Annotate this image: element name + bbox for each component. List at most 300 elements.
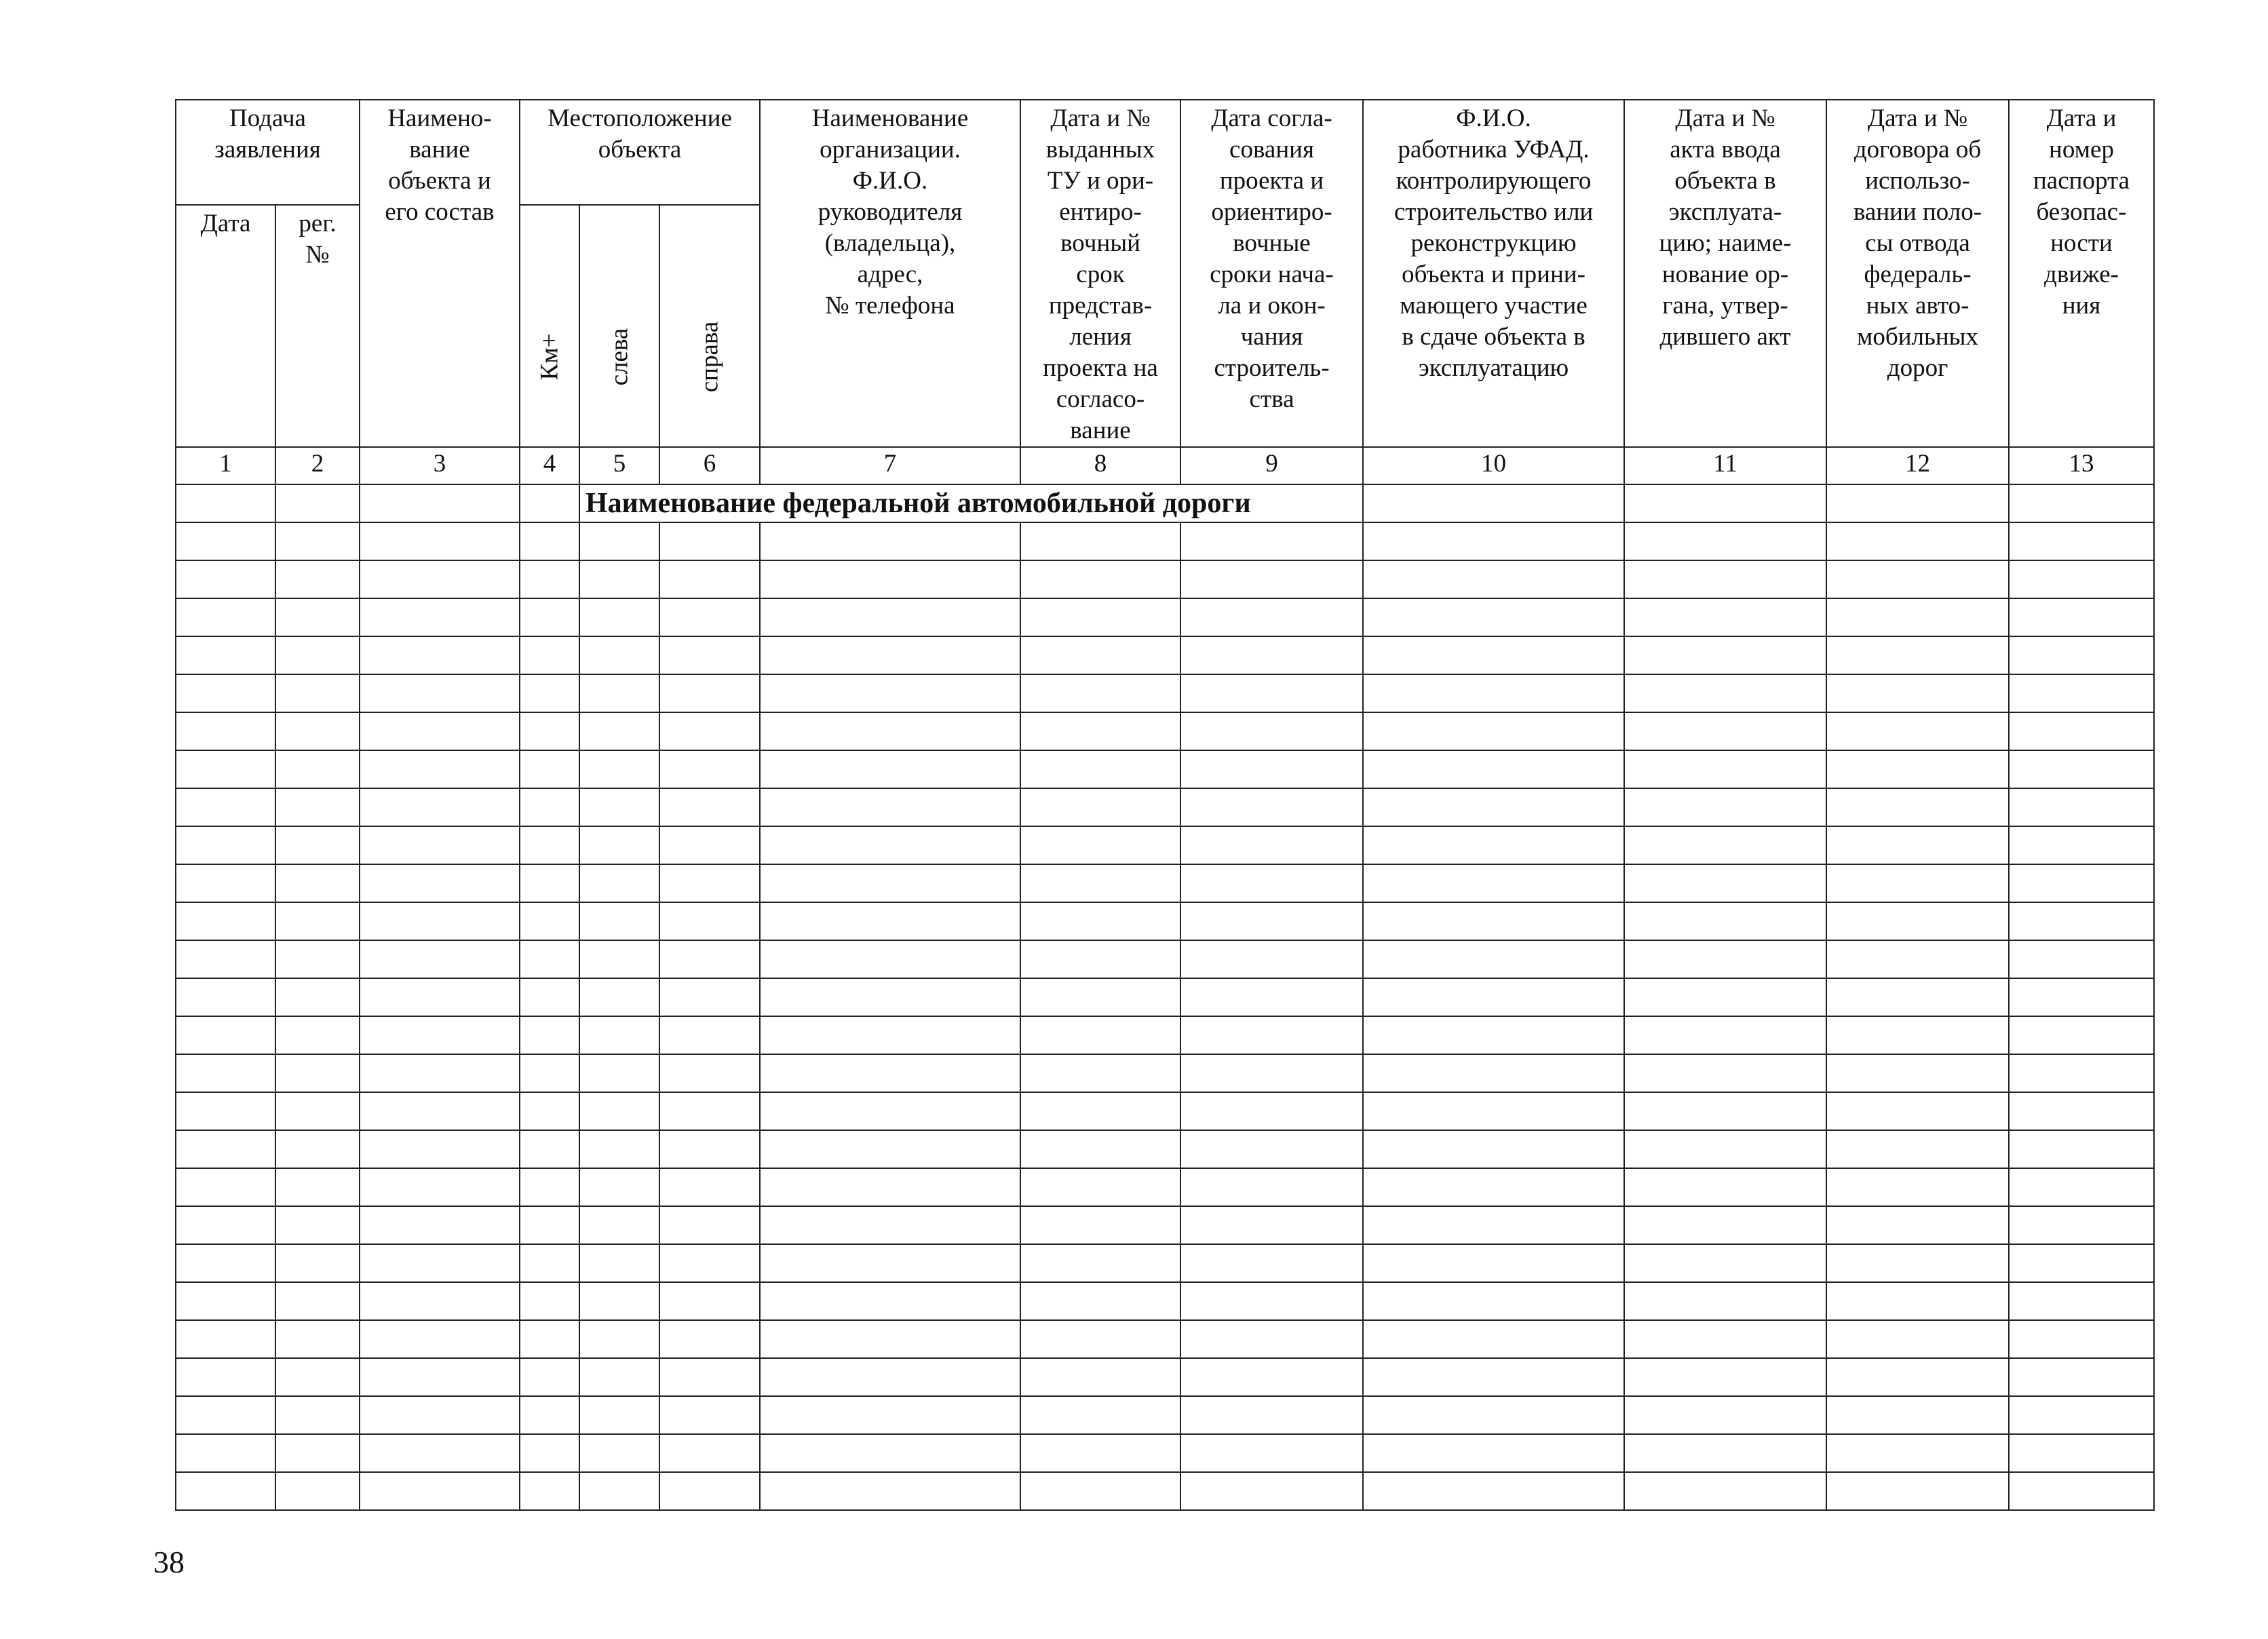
table-cell (659, 674, 760, 712)
table-cell (1624, 826, 1826, 864)
table-cell (579, 826, 659, 864)
table-cell (1624, 1130, 1826, 1168)
table-row (176, 1092, 2154, 1130)
table-cell (2009, 1206, 2154, 1244)
table-cell (520, 1396, 579, 1434)
column-number: 6 (659, 447, 760, 484)
table-cell (1624, 978, 1826, 1016)
header-filing-date: Дата (176, 205, 275, 447)
table-cell (1020, 1092, 1180, 1130)
table-cell (1020, 598, 1180, 636)
table-cell (760, 750, 1020, 788)
table-cell (1624, 940, 1826, 978)
table-cell (1826, 1320, 2009, 1358)
register-table (175, 99, 2155, 1511)
table-cell (1363, 1282, 1624, 1320)
table-cell (520, 1472, 579, 1510)
table-cell (275, 1434, 360, 1472)
table-cell (176, 1320, 275, 1358)
table-cell (2009, 1396, 2154, 1434)
table-cell (579, 560, 659, 598)
table-cell (1180, 1244, 1363, 1282)
table-cell (520, 940, 579, 978)
table-cell (176, 940, 275, 978)
header-location-km (520, 205, 579, 447)
table-cell (1363, 1434, 1624, 1472)
table-cell (1624, 1206, 1826, 1244)
table-cell (1020, 1168, 1180, 1206)
table-cell (1363, 1320, 1624, 1358)
table-row (176, 1016, 2154, 1054)
table-cell (176, 1472, 275, 1510)
table-cell (176, 636, 275, 674)
table-cell (1624, 1168, 1826, 1206)
table-cell (659, 560, 760, 598)
table-cell (1180, 560, 1363, 598)
table-cell (1826, 522, 2009, 560)
table-cell (2009, 1016, 2154, 1054)
table-cell (1180, 1396, 1363, 1434)
table-cell (579, 1472, 659, 1510)
table-cell (275, 598, 360, 636)
table-cell (360, 1016, 520, 1054)
table-cell (579, 1168, 659, 1206)
table-cell (659, 902, 760, 940)
table-cell (659, 826, 760, 864)
table-cell (176, 1396, 275, 1434)
table-cell (1363, 1054, 1624, 1092)
column-number: 12 (1826, 447, 2009, 484)
table-cell (275, 978, 360, 1016)
table-cell (659, 1168, 760, 1206)
table-cell (1826, 750, 2009, 788)
table-cell (579, 1206, 659, 1244)
table-cell (275, 1472, 360, 1510)
table-cell (1020, 826, 1180, 864)
table-cell (360, 1282, 520, 1320)
table-cell (1180, 1282, 1363, 1320)
table-cell (1363, 940, 1624, 978)
table-cell (1363, 1130, 1624, 1168)
table-cell (176, 1016, 275, 1054)
table-cell (360, 864, 520, 902)
table-cell (2009, 1168, 2154, 1206)
table-cell (1826, 1282, 2009, 1320)
table-cell (176, 1282, 275, 1320)
header-passport: Дата и номер паспорта безопас- ности движе- ния (2009, 100, 2154, 447)
table-cell (275, 902, 360, 940)
header-filing: Подача заявления (176, 100, 360, 205)
table-cell (1624, 788, 1826, 826)
table-cell (659, 1244, 760, 1282)
table-cell (275, 636, 360, 674)
table-cell (760, 674, 1020, 712)
table-cell (1624, 1282, 1826, 1320)
table-row (176, 522, 2154, 560)
table-cell (1180, 788, 1363, 826)
table-cell (579, 902, 659, 940)
table-cell (520, 1168, 579, 1206)
table-cell (2009, 484, 2154, 522)
table-cell (520, 1092, 579, 1130)
table-cell (1180, 940, 1363, 978)
table-cell (1180, 1016, 1363, 1054)
table-cell (275, 1168, 360, 1206)
table-cell (360, 1092, 520, 1130)
page-number: 38 (153, 1545, 185, 1579)
table-cell (2009, 1130, 2154, 1168)
table-cell (520, 788, 579, 826)
header-ufad-employee: Ф.И.О. работника УФАД. контролирующего строительство или реконструкцию объекта и прини- мающего участие в сдаче объекта в эксплуатацию (1363, 100, 1624, 447)
table-cell (1020, 1206, 1180, 1244)
road-title-row (176, 484, 2154, 522)
table-cell (1363, 1092, 1624, 1130)
table-cell (275, 1282, 360, 1320)
table-cell (579, 1358, 659, 1396)
table-cell (1363, 484, 1624, 522)
table-cell (1363, 1358, 1624, 1396)
table-cell (1363, 978, 1624, 1016)
table-cell (520, 902, 579, 940)
table-cell (360, 560, 520, 598)
header-commission-act: Дата и № акта ввода объекта в эксплуата- цию; наиме- нование ор- гана, утвер- дившего акт (1624, 100, 1826, 447)
table-cell (1826, 1472, 2009, 1510)
table-cell (1363, 750, 1624, 788)
table-cell (579, 674, 659, 712)
table-cell (275, 1244, 360, 1282)
table-cell (1363, 1168, 1624, 1206)
table-cell (1180, 978, 1363, 1016)
column-number: 11 (1624, 447, 1826, 484)
table-cell (1624, 1396, 1826, 1434)
table-cell (1826, 864, 2009, 902)
table-cell (1363, 1244, 1624, 1282)
column-number: 8 (1020, 447, 1180, 484)
table-cell (1624, 750, 1826, 788)
table-cell (760, 1358, 1020, 1396)
table-cell (360, 1396, 520, 1434)
table-cell (760, 1168, 1020, 1206)
table-cell (579, 750, 659, 788)
table-cell (275, 1130, 360, 1168)
table-cell (1826, 1130, 2009, 1168)
table-cell (1020, 940, 1180, 978)
table-cell (1363, 598, 1624, 636)
table-cell (579, 636, 659, 674)
table-cell (176, 1244, 275, 1282)
table-cell (1180, 1054, 1363, 1092)
column-number-row (176, 447, 2154, 484)
table-cell (1624, 522, 1826, 560)
table-cell (1020, 712, 1180, 750)
table-cell (2009, 598, 2154, 636)
table-cell (176, 750, 275, 788)
table-cell (659, 864, 760, 902)
table-row (176, 1168, 2154, 1206)
column-number: 1 (176, 447, 275, 484)
table-cell (659, 1396, 760, 1434)
table-cell (2009, 1244, 2154, 1282)
table-cell (579, 1016, 659, 1054)
table-cell (579, 978, 659, 1016)
table-row (176, 1434, 2154, 1472)
table-cell (1624, 598, 1826, 636)
table-cell (1826, 1396, 2009, 1434)
header-location: Местоположение объекта (520, 100, 760, 205)
table-cell (2009, 674, 2154, 712)
table-cell (659, 636, 760, 674)
table-cell (520, 1358, 579, 1396)
table-cell (2009, 560, 2154, 598)
table-cell (275, 560, 360, 598)
table-cell (1180, 1472, 1363, 1510)
table-cell (1624, 636, 1826, 674)
table-cell (659, 712, 760, 750)
table-cell (520, 1130, 579, 1168)
table-cell (520, 1434, 579, 1472)
table-cell (275, 788, 360, 826)
table-cell (1624, 1054, 1826, 1092)
table-cell (760, 1396, 1020, 1434)
table-cell (275, 712, 360, 750)
table-cell (1180, 1092, 1363, 1130)
table-cell (2009, 1434, 2154, 1472)
table-cell (760, 560, 1020, 598)
table-cell (520, 1016, 579, 1054)
table-cell (520, 826, 579, 864)
table-cell (1363, 788, 1624, 826)
table-cell (760, 712, 1020, 750)
table-cell (1363, 712, 1624, 750)
table-cell (520, 522, 579, 560)
table-cell (360, 522, 520, 560)
table-cell (1624, 674, 1826, 712)
table-cell (360, 1130, 520, 1168)
table-cell (275, 826, 360, 864)
header-object-name: Наимено- вание объекта и его состав (360, 100, 520, 447)
table-cell (520, 560, 579, 598)
table-row (176, 712, 2154, 750)
table-cell (1826, 1054, 2009, 1092)
table-cell (1826, 902, 2009, 940)
table-cell (176, 484, 275, 522)
table-cell (659, 1434, 760, 1472)
table-cell (2009, 902, 2154, 940)
table-cell (760, 1244, 1020, 1282)
table-cell (275, 1054, 360, 1092)
table-cell (520, 1054, 579, 1092)
table-cell (2009, 826, 2154, 864)
table-cell (1180, 864, 1363, 902)
table-cell (1363, 1472, 1624, 1510)
column-number: 4 (520, 447, 579, 484)
table-cell (176, 1092, 275, 1130)
table-cell (360, 1244, 520, 1282)
table-cell (1624, 1472, 1826, 1510)
table-cell (760, 788, 1020, 826)
column-number: 10 (1363, 447, 1624, 484)
table-cell (360, 1434, 520, 1472)
table-row (176, 636, 2154, 674)
table-cell (1826, 1434, 2009, 1472)
table-cell (1180, 750, 1363, 788)
table-cell (579, 1396, 659, 1434)
table-cell (360, 1054, 520, 1092)
table-cell (275, 484, 360, 522)
table-cell (1180, 636, 1363, 674)
table-cell (760, 1054, 1020, 1092)
header-location-right (659, 205, 760, 447)
table-row (176, 1320, 2154, 1358)
table-cell (1020, 1054, 1180, 1092)
table-cell (760, 1092, 1020, 1130)
table-cell (1826, 826, 2009, 864)
table-cell (275, 1092, 360, 1130)
table-cell (1180, 674, 1363, 712)
table-cell (360, 1168, 520, 1206)
table-cell (760, 1206, 1020, 1244)
table-cell (2009, 864, 2154, 902)
table-cell (1180, 902, 1363, 940)
table-cell (2009, 750, 2154, 788)
table-cell (1624, 1244, 1826, 1282)
header-tu-date: Дата и № выданных ТУ и ори- ентиро- вочный срок представ- ления проекта на согласо- вание (1020, 100, 1180, 447)
table-cell (1624, 484, 1826, 522)
table-cell (659, 1358, 760, 1396)
table-cell (1624, 1434, 1826, 1472)
table-cell (760, 1282, 1020, 1320)
table-cell (2009, 1054, 2154, 1092)
table-cell (760, 522, 1020, 560)
header-location-km-text: Км+ (535, 333, 564, 381)
table-cell (176, 712, 275, 750)
table-cell (360, 750, 520, 788)
table-cell (579, 1130, 659, 1168)
table-row (176, 1396, 2154, 1434)
table-cell (520, 1206, 579, 1244)
table-cell (2009, 1282, 2154, 1320)
table-row (176, 1206, 2154, 1244)
table-row (176, 1130, 2154, 1168)
table-cell (760, 636, 1020, 674)
table-row (176, 864, 2154, 902)
table-cell (520, 978, 579, 1016)
table-cell (1826, 598, 2009, 636)
table-cell (2009, 978, 2154, 1016)
table-cell (1180, 1358, 1363, 1396)
table-cell (1020, 1282, 1180, 1320)
table-cell (579, 1244, 659, 1282)
table-cell (1363, 864, 1624, 902)
table-row (176, 674, 2154, 712)
table-cell (275, 1358, 360, 1396)
table-cell (360, 712, 520, 750)
table-cell (1020, 674, 1180, 712)
table-cell (520, 1320, 579, 1358)
table-cell (659, 1130, 760, 1168)
table-cell (1826, 940, 2009, 978)
table-cell (1624, 560, 1826, 598)
column-number: 2 (275, 447, 360, 484)
table-cell (1363, 560, 1624, 598)
header-location-left-text: слева (605, 328, 634, 385)
table-cell (520, 636, 579, 674)
table-cell (1826, 636, 2009, 674)
table-cell (1020, 1244, 1180, 1282)
table-row (176, 750, 2154, 788)
table-cell (760, 902, 1020, 940)
table-cell (176, 902, 275, 940)
column-number: 9 (1180, 447, 1363, 484)
table-cell (2009, 1092, 2154, 1130)
table-cell (275, 1320, 360, 1358)
table-cell (1020, 1320, 1180, 1358)
table-cell (579, 1320, 659, 1358)
table-cell (176, 522, 275, 560)
table-cell (275, 1206, 360, 1244)
table-cell (760, 864, 1020, 902)
table-cell (1363, 522, 1624, 560)
table-cell (176, 560, 275, 598)
table-cell (1826, 1092, 2009, 1130)
table-cell (579, 712, 659, 750)
table-cell (1363, 1016, 1624, 1054)
table-cell (659, 598, 760, 636)
table-cell (1826, 1168, 2009, 1206)
table-cell (176, 978, 275, 1016)
table-cell (1363, 674, 1624, 712)
table-cell (2009, 636, 2154, 674)
table-row (176, 560, 2154, 598)
column-number: 13 (2009, 447, 2154, 484)
table-cell (176, 674, 275, 712)
table-cell (1180, 826, 1363, 864)
table-cell (659, 1016, 760, 1054)
table-cell (1020, 788, 1180, 826)
table-cell (1624, 1320, 1826, 1358)
table-cell (1624, 712, 1826, 750)
column-number: 5 (579, 447, 659, 484)
table-cell (520, 1282, 579, 1320)
table-cell (2009, 1472, 2154, 1510)
table-cell (1826, 1358, 2009, 1396)
table-cell (1624, 1358, 1826, 1396)
table-cell (176, 598, 275, 636)
table-cell (1020, 636, 1180, 674)
table-cell (1180, 712, 1363, 750)
table-cell (659, 1054, 760, 1092)
table-cell (760, 1130, 1020, 1168)
table-cell (360, 826, 520, 864)
table-cell (1020, 750, 1180, 788)
table-row (176, 902, 2154, 940)
table-cell (1020, 1358, 1180, 1396)
table-cell (760, 1320, 1020, 1358)
header-location-right-text: справа (695, 321, 724, 392)
table-cell (360, 978, 520, 1016)
table-row (176, 788, 2154, 826)
table-cell (579, 598, 659, 636)
table-cell (2009, 788, 2154, 826)
table-cell (760, 1472, 1020, 1510)
table-cell (1180, 1206, 1363, 1244)
table-cell (520, 1244, 579, 1282)
table-cell (1826, 484, 2009, 522)
table-cell (1826, 712, 2009, 750)
table-cell (760, 1434, 1020, 1472)
table-cell (579, 1434, 659, 1472)
table-cell (760, 826, 1020, 864)
